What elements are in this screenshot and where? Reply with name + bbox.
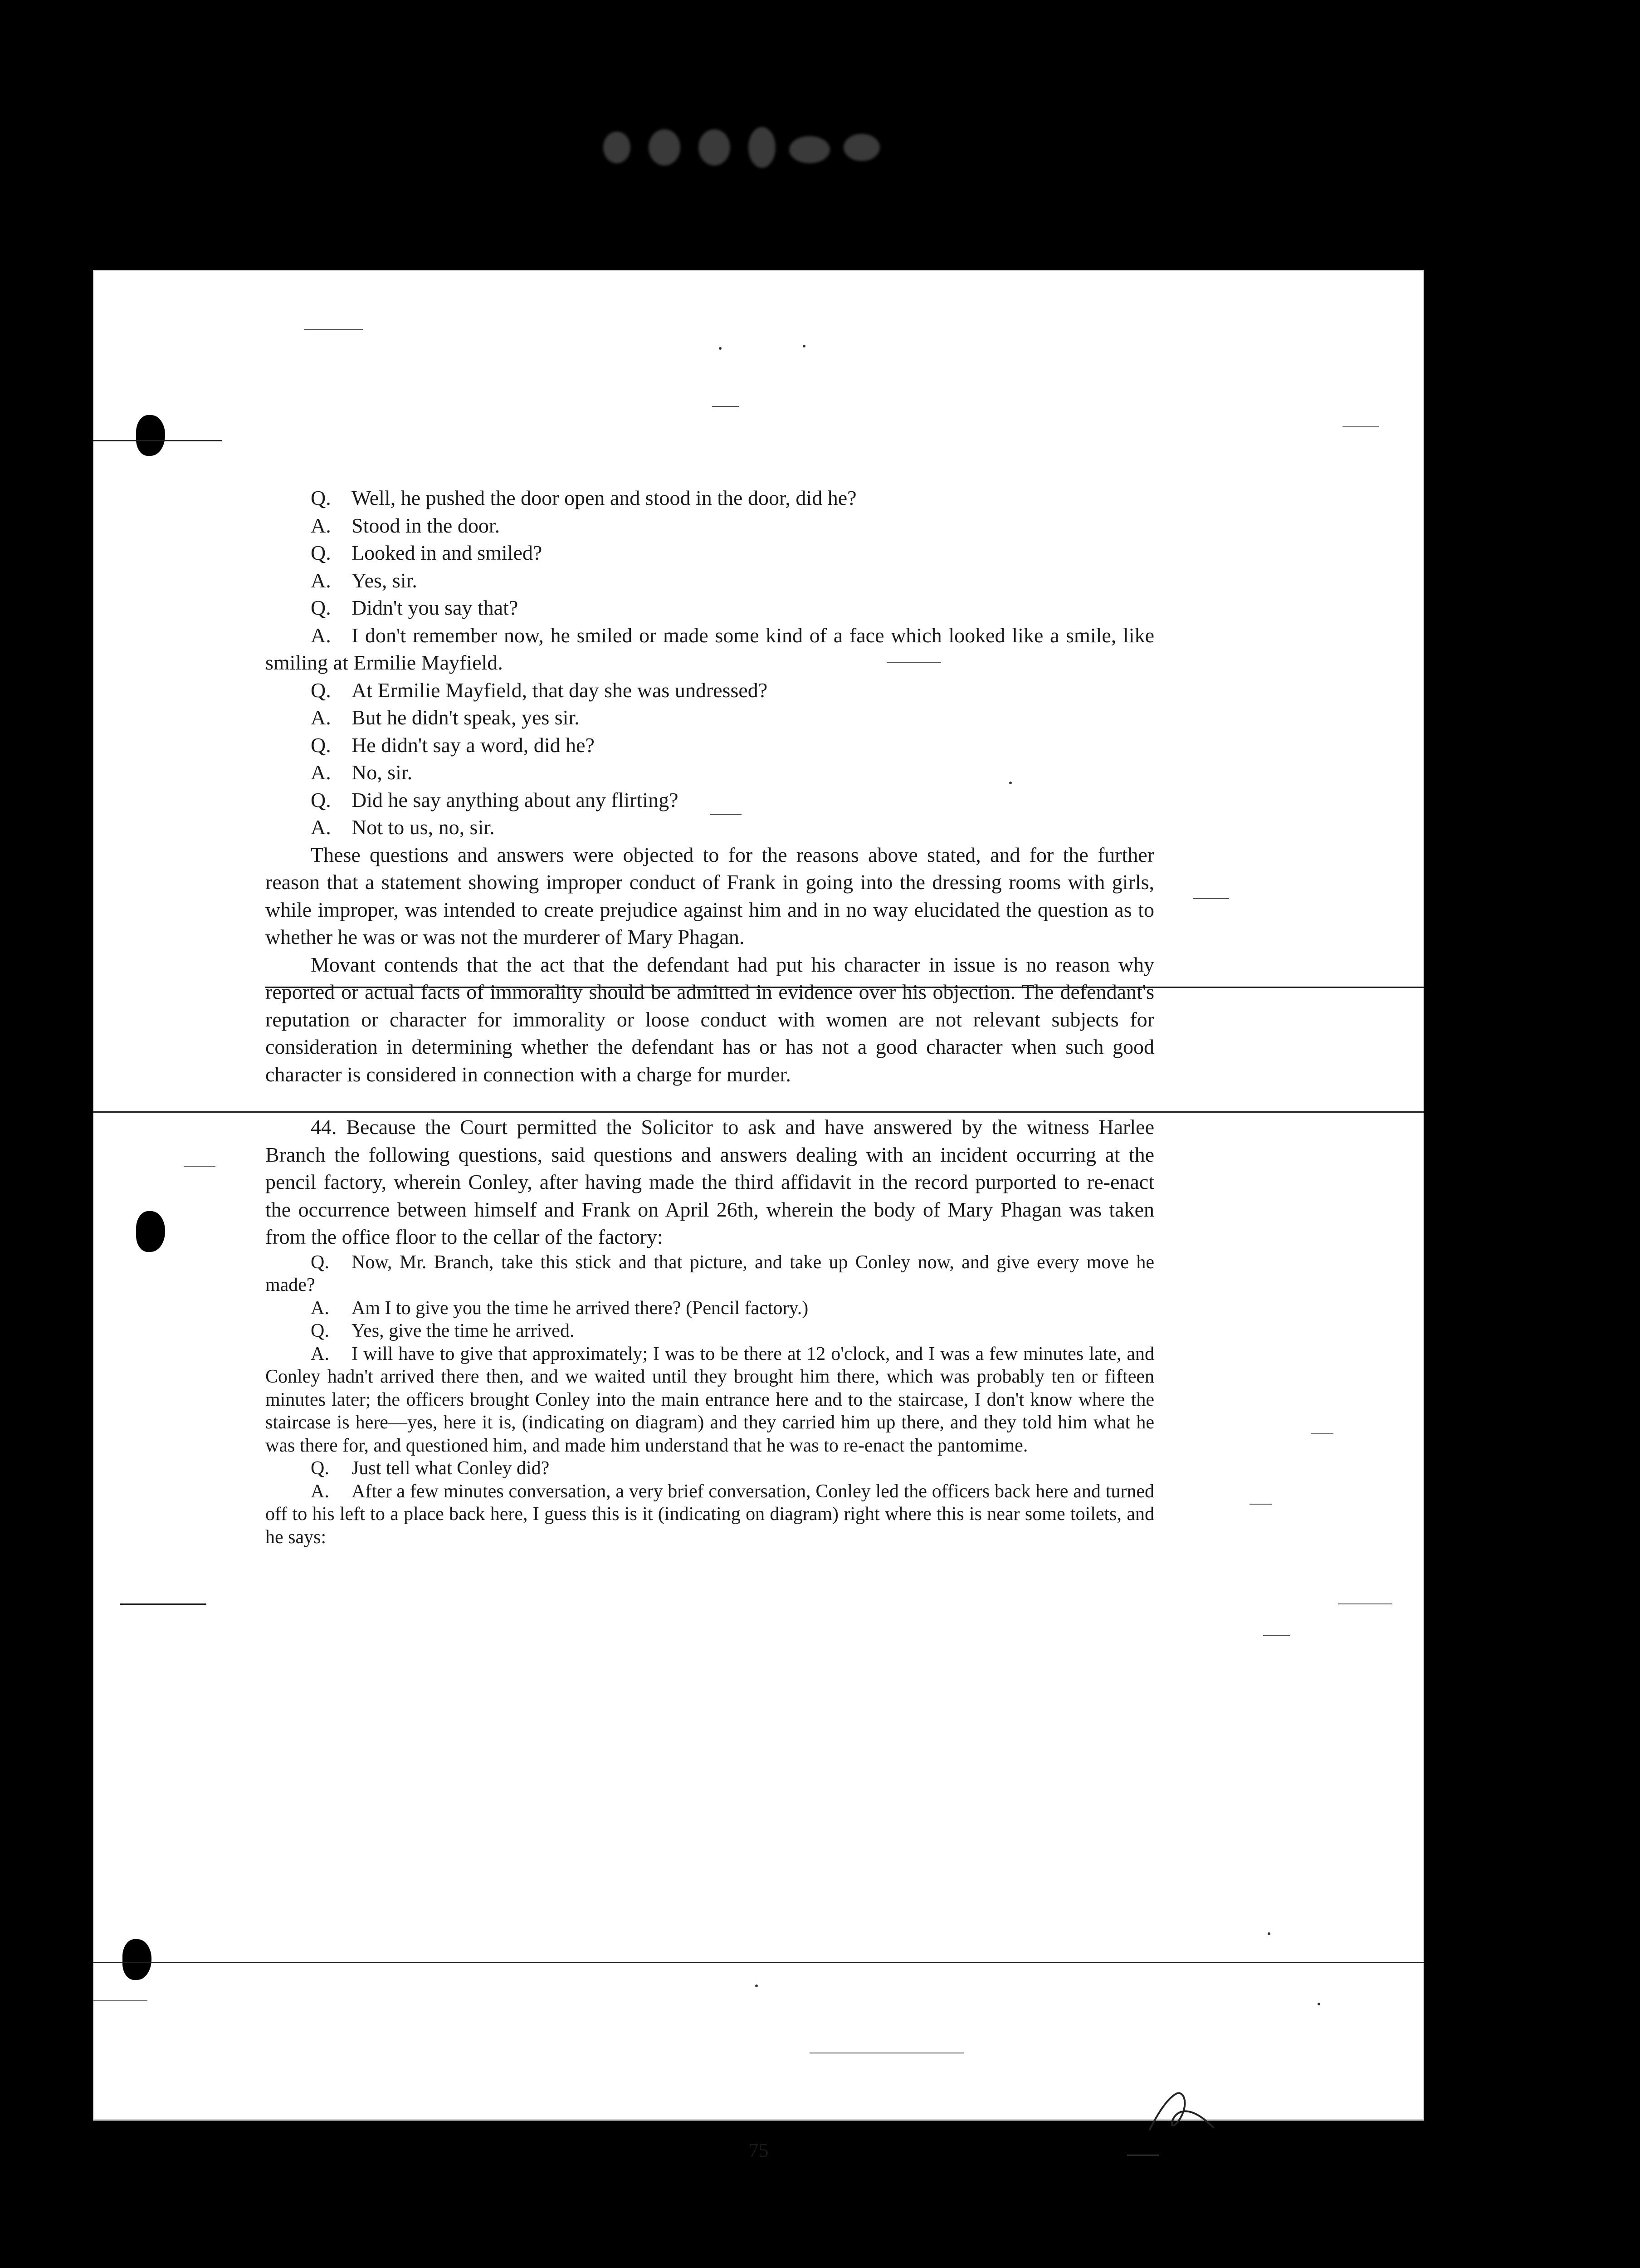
qa-label: A. [311, 816, 331, 839]
page-number: 75 [748, 2139, 769, 2161]
scan-line [1263, 1635, 1290, 1636]
qa-label: A. [311, 1343, 329, 1364]
qa-label: A. [311, 513, 331, 537]
scan-line [93, 2000, 147, 2001]
scan-line [93, 440, 222, 441]
qa-label: Q. [311, 1251, 329, 1273]
punch-hole-bottom [122, 1939, 151, 1980]
qa-text: I will have to give that approximately; I was to be there at 12 o'clock, and I was a few minutes late, and Conley hadn't arrived there then, and we waited until they brought him there, which was probably ten or fifteen minutes later; the officers brought Conley into the main entrance here and to the staircase, I don't know where the staircase is here—yes, here it is, (indicating on diagram) and they carried him up there, and they told him what he was there for, and questioned him, and made him understand that he was to re-enact the pantomime. [265, 1343, 1154, 1456]
qa-line [265, 677, 1154, 704]
qa-label: Q. [311, 1320, 329, 1341]
qa-line [265, 1343, 1154, 1457]
qa-text: After a few minutes conversation, a very brief conversation, Conley led the officers back here and turned off to his left to a place back here, I guess this is it (indicating on diagram) right where this is near some toilets, and he says: [265, 1481, 1154, 1548]
scan-line [304, 329, 363, 330]
qa-line [265, 594, 1154, 622]
qa-label: A. [311, 706, 331, 729]
qa-text: Yes, sir. [351, 568, 417, 592]
qa-label: A. [311, 623, 331, 647]
qa-line [265, 704, 1154, 732]
microfilm-header-marks [590, 122, 907, 177]
qa-line [265, 567, 1154, 595]
punch-hole-top [136, 415, 165, 456]
qa-text: Am I to give you the time he arrived there? (Pencil factory.) [351, 1297, 809, 1319]
qa-label: Q. [311, 1458, 329, 1479]
qa-line [265, 622, 1154, 677]
qa-label: A. [311, 761, 331, 784]
paragraph-ground-44: 44. Because the Court permitted the Solicitor to ask and have answered by the witness Harlee Branch the following questions, said questions and answers dealing with an incident occurring at the pencil factory, wherein Conley, after having made the third affidavit in the record purported to re-enact the occurrence between himself and Frank on April 26th, wherein the body of Mary Phagan was taken from the office floor to the cellar of the factory: [265, 1115, 1154, 1248]
scan-line [184, 1166, 215, 1167]
qa-text: Not to us, no, sir. [351, 816, 495, 839]
scan-line [120, 1603, 206, 1605]
qa-label: A. [311, 1297, 329, 1319]
handwritten-initial-mark [1145, 2084, 1218, 2139]
qa-text: Did he say anything about any flirting? [351, 788, 678, 811]
qa-line [265, 1297, 1154, 1320]
qa-line [265, 1320, 1154, 1343]
qa-label: Q. [311, 596, 331, 619]
qa-line [265, 1457, 1154, 1480]
qa-line [265, 1251, 1154, 1297]
paragraph-movant-contends: Movant contends that the act that the defendant had put his character in issue is no reason why reported or actual facts of immorality should be admitted in evidence over his objection. The defendant's reputation or character for immorality or loose conduct with women are not relevant subjects for consideration in determining whether the defendant has or has not a good character when such good character is considered in connection with a charge for murder. [265, 953, 1154, 1086]
qa-text: Looked in and smiled? [351, 541, 542, 564]
qa-label: A. [311, 568, 331, 592]
qa-line [265, 539, 1154, 567]
scan-line [93, 1962, 1424, 1963]
qa-label: Q. [311, 486, 331, 509]
qa-line [265, 759, 1154, 787]
qa-text: Just tell what Conley did? [351, 1458, 550, 1479]
qa-text: Stood in the door. [351, 513, 500, 537]
qa-line [265, 732, 1154, 759]
paragraph-objection: These questions and answers were objected to for the reasons above stated, and for the further reason that a statement showing improper conduct of Frank in going into the dressing rooms with girls, while improper, was intended to create prejudice against him and in no way elucidated the question as to whether he was or was not the murderer of Mary Phagan. [265, 843, 1154, 948]
scan-line [1311, 1433, 1333, 1434]
qa-text: At Ermilie Mayfield, that day she was undressed? [351, 678, 768, 702]
qa-line [265, 814, 1154, 841]
qa-label: Q. [311, 788, 331, 811]
document-body [265, 484, 1154, 1549]
scan-line [1250, 1504, 1272, 1505]
scan-line [1338, 1603, 1392, 1604]
qa-text: I don't remember now, he smiled or made some kind of a face which looked like a smile, like smiling at Ermilie Mayfield. [265, 623, 1154, 674]
qa-text: No, sir. [351, 761, 413, 784]
qa-label: Q. [311, 678, 331, 702]
qa-label: Q. [311, 733, 331, 757]
qa-text: But he didn't speak, yes sir. [351, 706, 580, 729]
scan-line [712, 406, 739, 407]
scan-line [1193, 898, 1229, 899]
qa-text: Well, he pushed the door open and stood in the door, did he? [351, 486, 857, 509]
scan-line [1342, 426, 1379, 427]
testimony-block [265, 1251, 1154, 1549]
qa-line [265, 787, 1154, 814]
qa-text: Didn't you say that? [351, 596, 518, 619]
qa-text: Now, Mr. Branch, take this stick and that picture, and take up Conley now, and give every move he made? [265, 1251, 1154, 1295]
qa-line [265, 1480, 1154, 1549]
document-page [93, 270, 1424, 2161]
qa-label: A. [311, 1481, 329, 1502]
qa-text: He didn't say a word, did he? [351, 733, 595, 757]
qa-line [265, 512, 1154, 540]
qa-line [265, 484, 1154, 512]
qa-label: Q. [311, 541, 331, 564]
qa-text: Yes, give the time he arrived. [351, 1320, 575, 1341]
punch-hole-middle [136, 1211, 165, 1252]
